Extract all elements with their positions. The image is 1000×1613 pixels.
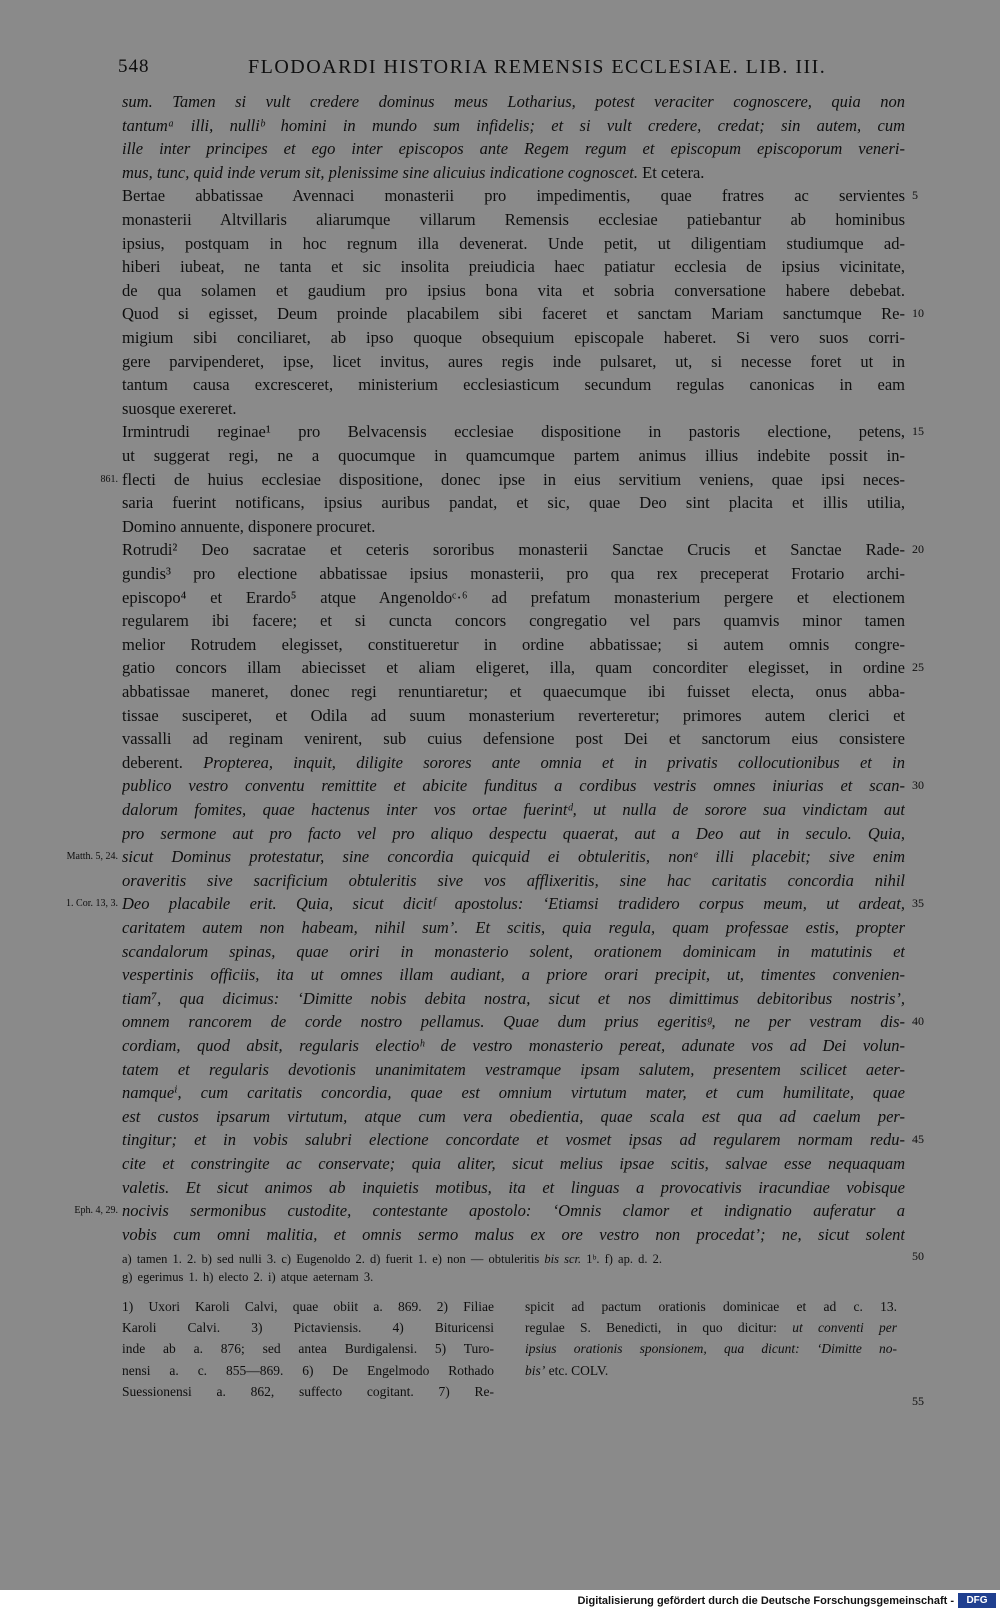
text-line bbox=[122, 373, 905, 397]
footnote-line: Suessionensi a. 862, suffecto cogitant. 7) Re- bbox=[122, 1383, 494, 1399]
line-text: Bertae abbatissae Avennaci monasterii pro impedimentis, quae fratres ac servientes bbox=[122, 186, 905, 206]
line-text: Deo placabile erit. Quia, sicut dicitᶠ apostolus: ‘Etiamsi tradidero corpus meum, ut ardeat, bbox=[122, 894, 905, 914]
line-text: gundis³ pro electione abbatissae ipsius monasterii, pro qua rex preceperat Frotario archi- bbox=[122, 564, 905, 583]
margin-reference: Eph. 4, 29. bbox=[74, 1205, 118, 1217]
text-line bbox=[122, 892, 905, 916]
text-line bbox=[122, 1010, 905, 1034]
margin-reference: 861. bbox=[100, 473, 118, 485]
text-line bbox=[122, 444, 905, 468]
line-text: de qua solamen et gaudium pro ipsius bona vita et sobria conversatione habere debebat. bbox=[122, 280, 905, 300]
footnote-line bbox=[525, 1296, 897, 1317]
line-text: Irmintrudi reginae¹ pro Belvacensis ecclesiae dispositione in pastoris electione, petens, bbox=[122, 422, 905, 442]
text-line bbox=[122, 397, 905, 421]
line-tail: Propterea, inquit, diligite sorores ante omnia et in privatis collocutionibus et in bbox=[182, 752, 905, 772]
text-line bbox=[122, 90, 905, 114]
text-line bbox=[122, 940, 905, 964]
text-line bbox=[122, 963, 905, 987]
footnote-line bbox=[525, 1317, 897, 1338]
footnote-line bbox=[525, 1338, 897, 1359]
page-header bbox=[118, 56, 908, 80]
footnote-line: inde ab a. 876; sed antea Burdigalensi. 5) Turo- bbox=[122, 1341, 494, 1357]
line-text: publico vestro conventu remittite et abicite funditus a cordibus vestris omnes iniurias et scan- bbox=[122, 776, 905, 796]
text-line bbox=[122, 680, 905, 704]
apparatus-italic: bis scr. bbox=[544, 1252, 582, 1266]
text-line bbox=[122, 1081, 905, 1105]
margin-reference: Matth. 5, 24. bbox=[66, 851, 118, 863]
text-line bbox=[122, 137, 905, 161]
footnote-line: 1) Uxori Karoli Calvi, quae obiit a. 869. 2) Filiae bbox=[122, 1299, 494, 1314]
line-number: 40 bbox=[912, 1014, 924, 1029]
dfg-logo: DFG bbox=[958, 1593, 996, 1608]
line-text: tiam⁷, qua dicimus: ‘Dimitte nobis debita nostra, sicut et nos dimittimus debitoribus nostris’, bbox=[122, 988, 905, 1008]
line-text: Rotrudi² Deo sacratae et ceteris sororibus monasterii Sanctae Crucis et Sanctae Rade- bbox=[122, 540, 905, 560]
text-line bbox=[122, 774, 905, 798]
apparatus-tail: 1ᵇ. f) ap. d. 2. bbox=[581, 1252, 662, 1266]
line-text: sum. Tamen si vult credere dominus meus Lotharius, potest veraciter cognoscere, quia non bbox=[122, 92, 905, 111]
text-line bbox=[122, 255, 905, 279]
footnote-italic: ipsius orationis sponsionem, qua dicunt: ‘Dimitte no- bbox=[525, 1341, 897, 1357]
text-line bbox=[122, 161, 905, 185]
line-number: 45 bbox=[912, 1132, 924, 1147]
text-line bbox=[122, 114, 905, 138]
line-number: 30 bbox=[912, 778, 924, 793]
text-line bbox=[122, 491, 905, 515]
footnote-italic: bis’ bbox=[525, 1362, 546, 1378]
text-line bbox=[122, 727, 905, 751]
line-text: gatio concors illam abiecisset et aliam eligeret, illa, quam concorditer elegisset, in ordine bbox=[122, 658, 905, 678]
page-number: 548 bbox=[118, 56, 150, 77]
text-line bbox=[122, 586, 905, 610]
line-text: ut suggerat regi, ne a quocumque in quamcumque partem animus illius indebite possit in- bbox=[122, 446, 905, 465]
text-line bbox=[122, 1058, 905, 1082]
line-text: dalorum fomites, quae hactenus inter vos ortae fuerintᵈ, ut nulla de sorore sua vindictam aut bbox=[122, 800, 905, 819]
line-text: melior Rotrudem elegisset, constitueretur in ordine abbatissae; si autem omnis congre- bbox=[122, 634, 905, 654]
text-line bbox=[122, 326, 905, 350]
text-line bbox=[122, 987, 905, 1011]
line-text: valetis. Et sicut animos ab inquietis motibus, ita et linguas a provocativis iracundiae vobisque bbox=[122, 1177, 905, 1197]
line-number: 25 bbox=[912, 660, 924, 675]
line-text: scandalorum spinas, quae oriri in monasterio solent, orationem dominicam in matutinis et bbox=[122, 941, 905, 961]
line-text: ille inter principes et ego inter episcopos ante Regem regum et episcopum episcoporum veneri- bbox=[122, 139, 905, 159]
text-line bbox=[122, 1199, 905, 1223]
line-text: vassalli ad reginam venirent, sub cuius defensione post Dei et sanctorum eius consistere bbox=[122, 729, 905, 749]
line-text: vespertinis officiis, ita ut omnes illam audiant, a priore orari precipit, ut, timentes convenien- bbox=[122, 965, 905, 985]
text-line bbox=[122, 562, 905, 586]
text-line bbox=[122, 704, 905, 728]
line-text: nocivis sermonibus custodite, contestante apostolo: ‘Omnis clamor et indignatio auferatur a bbox=[122, 1201, 905, 1221]
line-text: monasterii Altvillaris aliarumque villarum Remensis ecclesiae patiebantur ab hominibus bbox=[122, 210, 905, 229]
footnote-text: spicit ad pactum orationis dominicae et ad c. 13. bbox=[525, 1299, 897, 1314]
line-text: tantum causa excresceret, ministerium ecclesiasticum secundum regulas canonicas in eam bbox=[122, 375, 905, 395]
line-text: omnem rancorem de corde nostro pellamus. Quae dum prius egeritisᵍ, ne per vestram dis- bbox=[122, 1012, 905, 1032]
footnote-line: nensi a. c. 855—869. 6) De Engelmodo Rothado bbox=[122, 1362, 494, 1378]
footnote-line bbox=[525, 1360, 897, 1381]
text-line bbox=[122, 515, 905, 539]
text-line bbox=[122, 1176, 905, 1200]
line-text: vobis cum omni malitia, et omnis sermo malus ex ore vestro non procedat’; ne, sicut solent bbox=[122, 1224, 905, 1244]
line-text: cordiam, quod absit, regularis electioʰ de vestro monasterio pereat, adunate vos ad Dei volun- bbox=[122, 1036, 905, 1055]
line-text: sicut Dominus protestatur, sine concordia quicquid ei obtuleritis, nonᵉ illi placebit; sive enim bbox=[122, 847, 905, 867]
margin-reference: 1. Cor. 13, 3. bbox=[66, 898, 118, 910]
footnote-italic: ut conventi per bbox=[792, 1320, 897, 1336]
text-line bbox=[122, 420, 905, 444]
text-line bbox=[122, 845, 905, 869]
footnote-line: Karoli Calvi. 3) Pictaviensis. 4) Bituricensi bbox=[122, 1320, 494, 1336]
line-text: tingitur; et in vobis salubri electione concordate et vosmet ipsas ad regularem normam redu- bbox=[122, 1130, 905, 1150]
line-tail: Et cetera. bbox=[638, 162, 705, 182]
footnote-tail: etc. COLV. bbox=[545, 1362, 609, 1378]
text-line bbox=[122, 609, 905, 633]
text-line bbox=[122, 468, 905, 492]
line-text: migium sibi conciliaret, ab ipso quoque obsequium episcopale haberet. Si vero suos corri- bbox=[122, 328, 905, 347]
text-line bbox=[122, 302, 905, 326]
line-text: est custos ipsarum virtutum, atque cum vera obedientia, quae scala est qua ad caelum per- bbox=[122, 1106, 905, 1126]
line-text: deberent. bbox=[122, 752, 183, 772]
text-line bbox=[122, 1034, 905, 1058]
line-text: Domino annuente, disponere procuret. bbox=[122, 516, 376, 536]
line-text: oraveritis sive sacrificium obtuleritis sive vos afflixeritis, sine hac caritatis concordia nihil bbox=[122, 870, 905, 890]
line-number: 10 bbox=[912, 306, 924, 321]
text-line bbox=[122, 1223, 905, 1247]
line-number: 35 bbox=[912, 896, 924, 911]
text-line bbox=[122, 1105, 905, 1129]
line-text: cite et constringite ac conservate; quia aliter, sicut melius ipsae scitis, salvae esse nequaquam bbox=[122, 1154, 905, 1173]
line-text: Quod si egisset, Deum proinde placabilem sibi faceret et sanctam Mariam sanctumque Re- bbox=[122, 304, 905, 324]
text-line bbox=[122, 1152, 905, 1176]
line-number: 5 bbox=[912, 188, 918, 203]
line-text: flecti de huius ecclesiae dispositione, donec ipse in eius servitium veniens, quae ipsi neces- bbox=[122, 469, 905, 489]
line-text: tantumᵃ illi, nulliᵇ homini in mundo sum infidelis; et si vult credere, credat; sin autem, cum bbox=[122, 115, 905, 135]
line-number: 50 bbox=[912, 1249, 924, 1263]
line-number: 15 bbox=[912, 424, 924, 439]
running-title: FLODOARDI HISTORIA REMENSIS ECCLESIAE. LIB. III. bbox=[248, 56, 827, 78]
line-text: tatem et regularis devotionis unanimitatem vestramque ipsam salutem, presentem scilicet aeter- bbox=[122, 1059, 905, 1079]
text-line bbox=[122, 184, 905, 208]
footer-bar bbox=[0, 1590, 1000, 1613]
text-line bbox=[122, 751, 905, 775]
text-line bbox=[122, 656, 905, 680]
line-text: episcopo⁴ et Erardo⁵ atque Angenoldoᶜ·⁶ ad prefatum monasterium pergere et electionem bbox=[122, 587, 905, 607]
text-line bbox=[122, 633, 905, 657]
text-line bbox=[122, 798, 905, 822]
line-text: tissae susciperet, et Odila ad suum monasterium reverteretur; primores autem clerici et bbox=[122, 705, 905, 725]
text-line bbox=[122, 916, 905, 940]
line-text: abbatissae maneret, donec regi renuntiaretur; et quaecumque ibi fuisset electa, onus abba- bbox=[122, 682, 905, 701]
line-number: 55 bbox=[912, 1394, 924, 1408]
line-text: hiberi iubeat, ne tanta et sic insolita preiudicia haec patiatur ecclesia de ipsius vicinitate, bbox=[122, 257, 905, 277]
text-line bbox=[122, 538, 905, 562]
footer-credit: Digitalisierung gefördert durch die Deutsche Forschungsgemeinschaft - bbox=[577, 1595, 954, 1607]
line-text: gere parvipenderet, ipse, licet invitus, aures regis inde pulsaret, ut, si necesse foret ut in bbox=[122, 351, 905, 371]
text-line bbox=[122, 208, 905, 232]
line-text: regularem ibi facere; et si cuncta concors congregatio vel pars quamvis minor tamen bbox=[122, 611, 905, 631]
apparatus-text: a) tamen 1. 2. b) sed nulli 3. c) Eugenoldo 2. d) fuerit 1. e) non — obtuleritis bbox=[122, 1252, 545, 1266]
line-text: caritatem autem non habeam, nihil sum’. Et scitis, quia regula, quam professae estis, propter bbox=[122, 918, 905, 937]
text-line bbox=[122, 822, 905, 846]
line-number: 20 bbox=[912, 542, 924, 557]
footnotes-left-column bbox=[122, 1296, 494, 1402]
line-text: saria fuerint notificans, ipsius auribus pandat, et sic, quae Deo sint placita et illis utilia, bbox=[122, 493, 905, 513]
text-line bbox=[122, 869, 905, 893]
text-line bbox=[122, 279, 905, 303]
line-text: namqueⁱ, cum caritatis concordia, quae est omnium virtutum mater, et cum humilitate, quae bbox=[122, 1083, 905, 1103]
line-text: suosque exereret. bbox=[122, 398, 237, 418]
text-line bbox=[122, 232, 905, 256]
apparatus-line bbox=[122, 1268, 912, 1286]
line-text: mus, tunc, quid inde verum sit, plenissime sine alicuius indicatione cognoscet. bbox=[122, 162, 639, 182]
apparatus-line bbox=[122, 1250, 912, 1268]
text-line bbox=[122, 350, 905, 374]
line-text: ipsius, postquam in hoc regnum illa devenerat. Unde petit, ut diligentiam studiumque ad- bbox=[122, 233, 905, 253]
footnote-text: regulae S. Benedicti, in quo dicitur: bbox=[525, 1320, 793, 1336]
text-line bbox=[122, 1128, 905, 1152]
footnotes-right-column bbox=[525, 1296, 897, 1381]
apparatus-text: g) egerimus 1. h) electo 2. i) atque aeternam 3. bbox=[122, 1270, 374, 1284]
line-text: pro sermone aut pro facto vel pro aliquo despectu quaerat, aut a Deo aut in seculo. Quia, bbox=[122, 823, 905, 843]
